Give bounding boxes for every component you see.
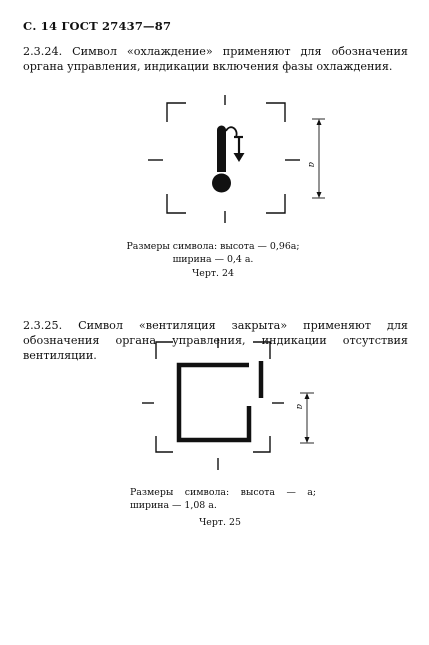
figure-24-label: Черт. 24 [192, 268, 234, 279]
figure-25-frame [142, 338, 284, 470]
figure-24-size-label: a [306, 162, 316, 168]
paragraph-2-3-25: 2.3.25. Символ «вентиляция закрыта» применяют для обозначения органа управления, индикации отсутствия вентиляции. [23, 319, 408, 362]
caption-25-line-1: Размеры символа: высота — а; ширина — 1,08 а. [130, 487, 316, 511]
figure-25-label: Черт. 25 [199, 517, 241, 528]
figure-25-ventilation-closed-symbol [120, 334, 320, 484]
figure-24-cooling-symbol [140, 95, 340, 235]
figure-25-size-label: a [294, 404, 304, 410]
ventilation-closed-icon [179, 361, 261, 440]
caption-24 [114, 241, 312, 281]
page-header: С. 14 ГОСТ 27437—87 [23, 19, 172, 33]
figure-25-dimension [300, 393, 314, 443]
figure-24-dimension [312, 119, 325, 198]
caption-24-line-2: ширина — 0,4 а. [172, 253, 254, 265]
paragraph-2-3-24: 2.3.24. Символ «охлаждение» применяют для обозначения органа управления, индикации включения фазы охлаждения. [23, 45, 408, 73]
caption-24-line-1: Размеры символа: высота — 0,96а; [126, 241, 300, 252]
thermometer-cooling-icon [212, 126, 245, 193]
